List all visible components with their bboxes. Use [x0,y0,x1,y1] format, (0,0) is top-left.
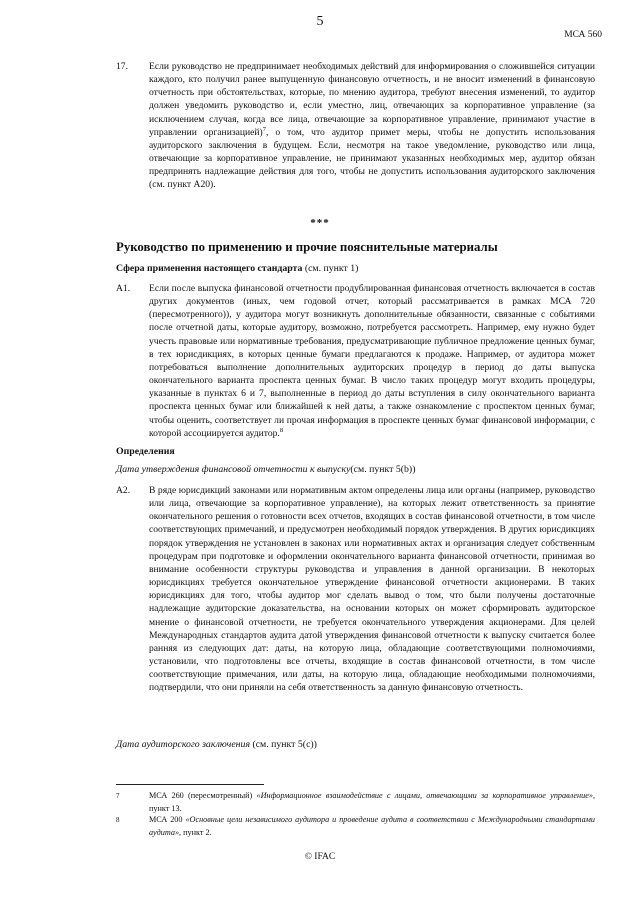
copyright-footer: © IFAC [304,852,336,862]
footnote-8-text: МСА 200 [149,815,186,824]
paragraph-number: А2. [116,485,131,496]
standard-reference: МСА 560 [564,30,602,40]
footnote-number: 7 [116,792,120,800]
footnote-8 [149,814,595,839]
paragraph-a1 [149,282,595,440]
page-number: 5 [316,14,324,29]
paragraph-number: 17. [116,61,128,72]
paragraph-number: А1. [116,283,131,294]
footnote-7-text: МСА 260 (пересмотренный) [149,791,257,800]
footnote-7 [149,790,595,815]
definition-subheading-2 [116,739,317,750]
definition-ref-1: (см. пункт 5(b)) [350,464,416,475]
footnote-divider [116,784,264,785]
definition-ref-2: (см. пункт 5(c)) [250,739,317,750]
footnote-7-tail: , пункт 13. [149,791,595,813]
paragraph-17 [149,60,595,192]
footnote-7-title: «Информационное взаимодействие с лицами, отвечающими за корпоративное управление» [256,791,593,800]
paragraph-a2: В ряде юрисдикций законами или нормативным актом определены лица или органы (например, руководство или лица, отвечающие за корпоративное управление), на которых лежит ответственность за принятие окончательного решения о готовности всех отчетов, входящих в состав финансовой отчетности, в том числе соответствующих примечаний, и предусмотрен необходимый порядок утверждения. В других юрисдикциях порядок утверждения не установлен в законах или нормативных актах и организация следует собственным процедурам при подготовке и оформлении окончательного варианта финансовой отчетности, принимая во внимание особенности структуры руководства и управления в данной организации. В некоторых юрисдикциях требуется окончательное утверждение финансовой отчетности акционерами. В таких юрисдикциях для того, чтобы аудитор мог сделать вывод о том, что были получены достаточные надлежащие аудиторские доказательства, на основании которых он может сформировать аудиторское мнение о финансовой отчетности, не требуется окончательного утверждения акционерами. Для целей Международных стандартов аудита датой утверждения финансовой отчетности к выпуску считается более ранняя из следующих дат: даты, на которую лица, обладающие соответствующими полномочиями, установили, что подготовлены все отчеты, входящие в состав финансовой отчетности, в том числе соответствующие примечания, или даты, на которую лица, обладающие необходимыми полномочиями, подтвердили, что они приняли на себя ответственность за данную финансовую отчетность. [149,485,595,694]
footnote-ref-7[interactable]: 7 [262,125,266,133]
definition-term-2: Дата аудиторского заключения [116,739,250,750]
scope-subheading [116,263,358,274]
section-title: Руководство по применению и прочие пояснительные материалы [116,240,498,254]
footnote-number: 8 [116,816,120,824]
footnote-ref-8[interactable]: 8 [279,426,284,434]
definition-subheading-1 [116,464,415,475]
paragraph-17-text: Если руководство не предпринимает необходимых действий для информирования о сложившейся ситуации каждого, кто получил ранее выпущенную финансовую отчетность, и не вносит изменений в финансовую отчетность при обстоятельствах, которые, по мнению аудитора, требуют внесения изменений, то аудитор должен уведомить руководство и, если уместно, лиц, отвечающих за корпоративное управление (за исключением случая, когда все лица, отвечающие за корпоративное управление, принимают участие в управлении организацией) [149,61,595,138]
section-separator: *** [310,217,330,229]
scope-heading: Сфера применения настоящего стандарта [116,263,303,274]
paragraph-17-text-cont: , о том, что аудитор примет меры, чтобы не допустить использования аудиторского заключения в будущем. Если, несмотря на такое уведомление, руководство или лица, отвечающие за корпоративное управление, не принимают указанных необходимых мер, аудитор обязан предпринять надлежащие действия для того, чтобы не допустить использования аудиторского заключения (см. пункт А20). [149,126,595,191]
definitions-heading: Определения [116,446,175,457]
paragraph-a1-text: Если после выпуска финансовой отчетности продублированная финансовая отчетность включается в состав других документов (иных, чем годовой отчет, который рассматривается в рамках МСА 720 (пересмотренного)), у аудитора могут возникнуть дополнительные обязанности, связанные с событиями после отчетной даты, которые аудитору, возможно, потребуется рассмотреть. Например, ему нужно будет учесть правовые или нормативные требования, предусматривающие публичное предложение ценных бумаг, в тех юрисдикциях, в которых ценные бумаги предлагаются к продаже. Например, от аудитора может потребоваться выполнение дополнительных аудиторских процедур в период до даты выпуска окончательного варианта проспекта ценных бумаг. В число таких процедур могут входить процедуры, указанные в пунктах 6 и 7, выполненные в период до даты вступления в силу окончательного варианта проспекта ценных бумаг или ближайшей к ней даты, а также ознакомление с проспектом ценных бумаг, чтобы оценить, соответствует ли прочая информация в проспекте ценных бумаг финансовой информации, с которой ассоциируется аудитор. [149,283,595,439]
scope-ref: (см. пункт 1) [302,263,359,274]
definition-term-1: Дата утверждения финансовой отчетности к выпуску [116,464,351,475]
footnote-8-tail: , пункт 2. [179,827,212,837]
footnote-8-title: «Основные цели независимого аудитора и проведение аудита в соответствии с Международными стандартами аудита» [149,815,595,837]
